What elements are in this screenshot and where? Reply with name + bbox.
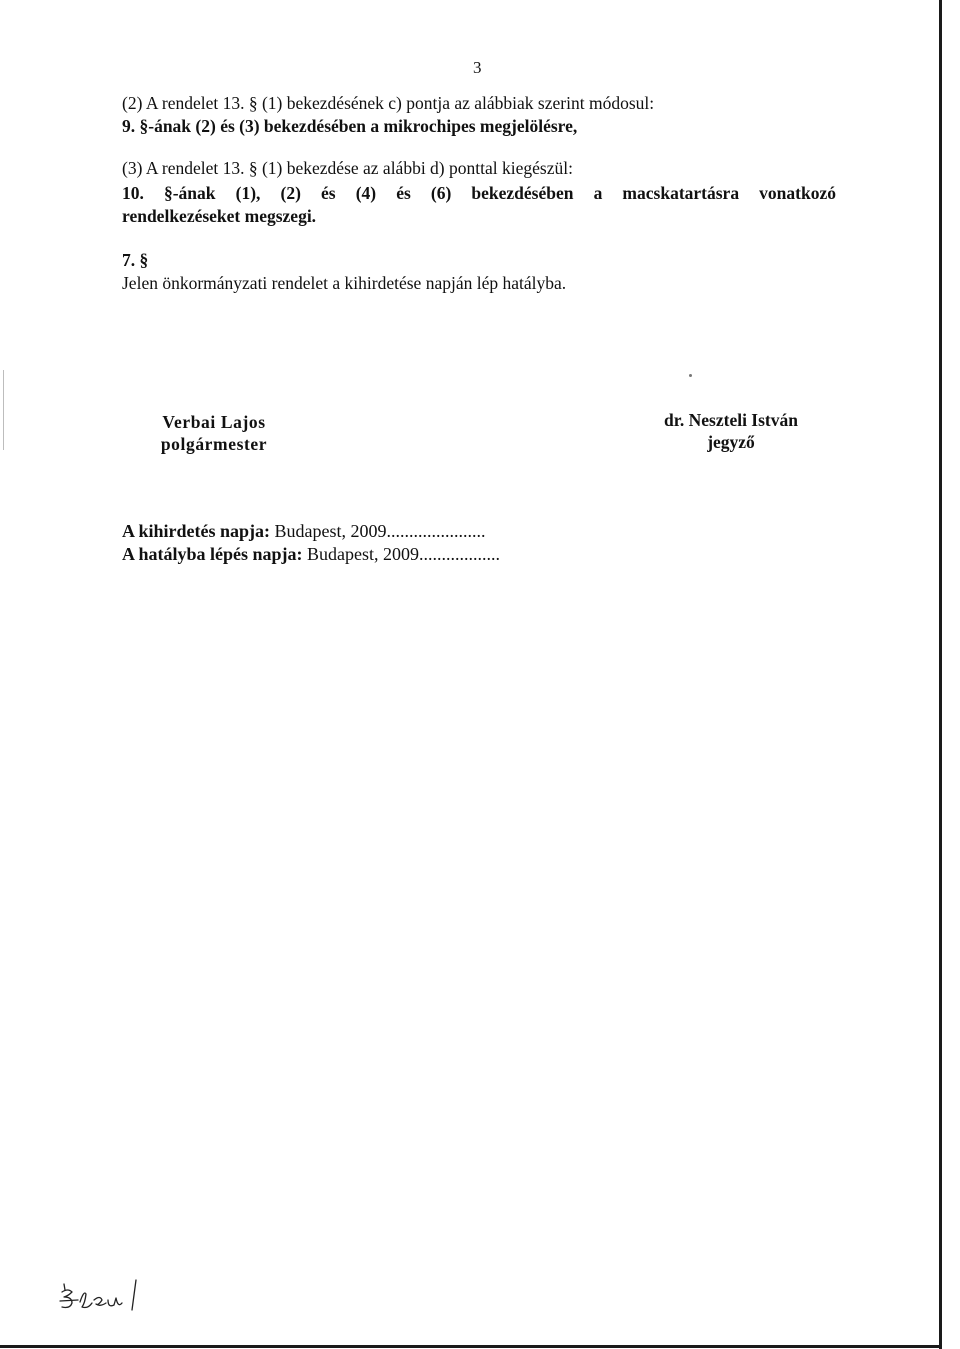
- paragraph-3-point-10: 10. §-ának (1), (2) és (4) és (6) bekezdésében a macskatartásra vonatkozó: [122, 183, 836, 203]
- section-heading: 7. §: [122, 250, 149, 270]
- promulgation-label: A kihirdetés napja:: [122, 521, 271, 541]
- scan-edge-left: [3, 370, 4, 450]
- signatory-notary: [640, 409, 822, 453]
- paragraph-3-intro: (3) A rendelet 13. § (1) bekezdése az alábbi d) ponttal kiegészül:: [122, 158, 573, 178]
- effective-dots: ..................: [419, 544, 501, 564]
- paragraph-2-intro: (2) A rendelet 13. § (1) bekezdésének c) pontja az alábbiak szerint módosul:: [122, 93, 655, 113]
- scan-speck: [689, 374, 692, 377]
- effective-date: [122, 543, 500, 565]
- scan-edge-bottom: [0, 1345, 942, 1348]
- section-text: Jelen önkormányzati rendelet a kihirdetése napján lép hatályba.: [122, 273, 567, 293]
- signatory-mayor: [140, 411, 288, 455]
- effective-label: A hatályba lépés napja:: [122, 544, 303, 564]
- paragraph-3-point-10-cont: rendelkezéseket megszegi.: [122, 206, 317, 226]
- handwritten-signature: [58, 1270, 148, 1318]
- promulgation-date: [122, 520, 486, 542]
- promulgation-value: Budapest, 2009: [274, 521, 387, 541]
- paragraph-2-point-9: 9. §-ának (2) és (3) bekezdésében a mikrochipes megjelölésre,: [122, 116, 578, 136]
- signatory-mayor-name: Verbai Lajos: [162, 412, 266, 432]
- scan-edge-right: [939, 0, 942, 1349]
- signatory-mayor-role: polgármester: [160, 434, 268, 454]
- signatory-notary-name: dr. Neszteli István: [663, 410, 798, 430]
- effective-value: Budapest, 2009: [307, 544, 420, 564]
- page-number: 3: [473, 58, 482, 77]
- promulgation-dots: ......................: [386, 521, 486, 541]
- signatory-notary-role: jegyző: [707, 432, 755, 452]
